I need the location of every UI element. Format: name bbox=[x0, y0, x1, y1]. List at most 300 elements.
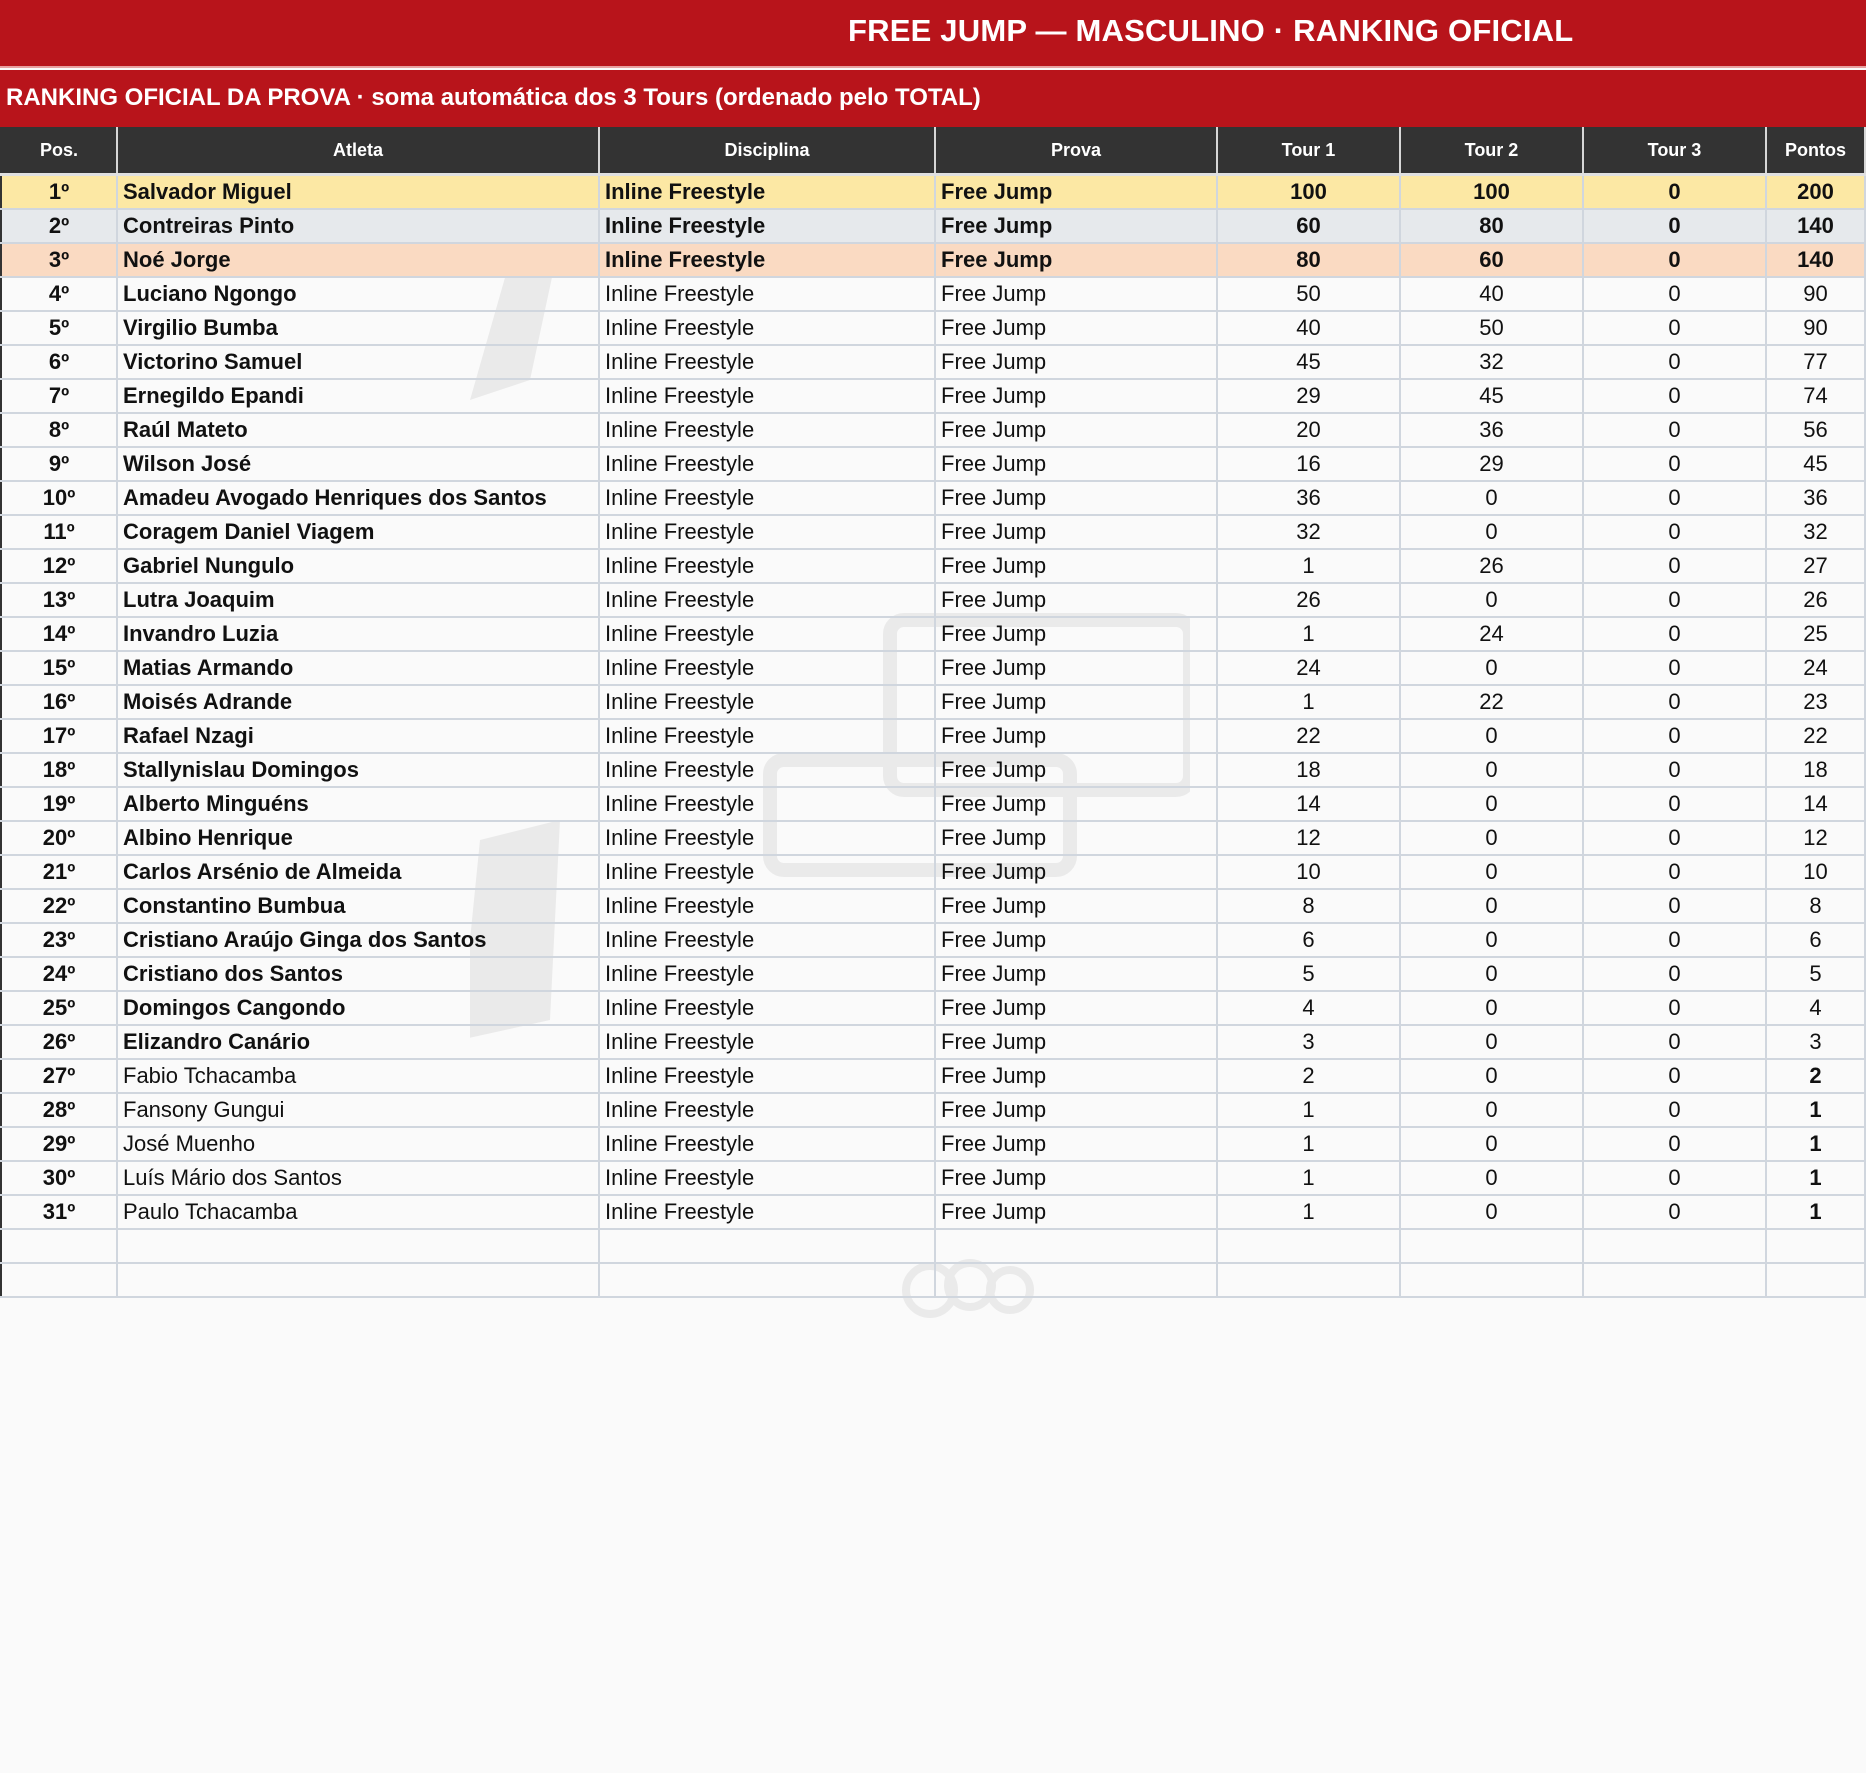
tour3-cell: 0 bbox=[1583, 991, 1766, 1025]
col-header-tour3[interactable]: Tour 3 bbox=[1583, 127, 1766, 175]
tour2-cell: 60 bbox=[1400, 243, 1583, 277]
tour3-cell: 0 bbox=[1583, 243, 1766, 277]
athlete-cell: Contreiras Pinto bbox=[117, 209, 599, 243]
discipline-cell: Inline Freestyle bbox=[599, 447, 935, 481]
tour1-cell: 4 bbox=[1217, 991, 1400, 1025]
tour3-cell: 0 bbox=[1583, 855, 1766, 889]
athlete-cell: Fabio Tchacamba bbox=[117, 1059, 599, 1093]
tour2-cell: 0 bbox=[1400, 1127, 1583, 1161]
athlete-cell: Raúl Mateto bbox=[117, 413, 599, 447]
athlete-cell: Domingos Cangondo bbox=[117, 991, 599, 1025]
table-row[interactable] bbox=[1, 991, 1865, 1025]
table-row[interactable] bbox=[1, 855, 1865, 889]
tour3-cell: 0 bbox=[1583, 277, 1766, 311]
table-row[interactable] bbox=[1, 345, 1865, 379]
tour1-cell: 1 bbox=[1217, 549, 1400, 583]
discipline-cell: Inline Freestyle bbox=[599, 277, 935, 311]
tour2-cell: 50 bbox=[1400, 311, 1583, 345]
discipline-cell: Inline Freestyle bbox=[599, 821, 935, 855]
position-cell: 2º bbox=[1, 209, 117, 243]
event-cell: Free Jump bbox=[935, 243, 1217, 277]
tour2-cell: 40 bbox=[1400, 277, 1583, 311]
tour3-cell: 0 bbox=[1583, 549, 1766, 583]
empty-cell bbox=[1766, 1229, 1865, 1263]
position-cell: 23º bbox=[1, 923, 117, 957]
position-cell: 3º bbox=[1, 243, 117, 277]
col-header-pos[interactable]: Pos. bbox=[1, 127, 117, 175]
tour3-cell: 0 bbox=[1583, 1161, 1766, 1195]
athlete-cell: Lutra Joaquim bbox=[117, 583, 599, 617]
athlete-cell: Luciano Ngongo bbox=[117, 277, 599, 311]
position-cell: 21º bbox=[1, 855, 117, 889]
event-cell: Free Jump bbox=[935, 889, 1217, 923]
points-cell: 26 bbox=[1766, 583, 1865, 617]
position-cell: 13º bbox=[1, 583, 117, 617]
page-title: FREE JUMP — MASCULINO · RANKING OFICIAL bbox=[848, 13, 1574, 48]
tour1-cell: 50 bbox=[1217, 277, 1400, 311]
tour2-cell: 0 bbox=[1400, 583, 1583, 617]
tour2-cell: 0 bbox=[1400, 957, 1583, 991]
table-row[interactable] bbox=[1, 685, 1865, 719]
athlete-cell: Rafael Nzagi bbox=[117, 719, 599, 753]
table-row[interactable] bbox=[1, 1127, 1865, 1161]
tour3-cell: 0 bbox=[1583, 345, 1766, 379]
tour1-cell: 1 bbox=[1217, 1161, 1400, 1195]
discipline-cell: Inline Freestyle bbox=[599, 753, 935, 787]
athlete-cell: Moisés Adrande bbox=[117, 685, 599, 719]
points-cell: 22 bbox=[1766, 719, 1865, 753]
tour2-cell: 0 bbox=[1400, 1025, 1583, 1059]
athlete-cell: Luís Mário dos Santos bbox=[117, 1161, 599, 1195]
discipline-cell: Inline Freestyle bbox=[599, 243, 935, 277]
points-cell: 1 bbox=[1766, 1195, 1865, 1229]
points-cell: 2 bbox=[1766, 1059, 1865, 1093]
event-cell: Free Jump bbox=[935, 209, 1217, 243]
position-cell: 9º bbox=[1, 447, 117, 481]
points-cell: 23 bbox=[1766, 685, 1865, 719]
tour1-cell: 1 bbox=[1217, 617, 1400, 651]
tour3-cell: 0 bbox=[1583, 1093, 1766, 1127]
event-cell: Free Jump bbox=[935, 413, 1217, 447]
event-cell: Free Jump bbox=[935, 957, 1217, 991]
athlete-cell: Wilson José bbox=[117, 447, 599, 481]
table-row[interactable] bbox=[1, 243, 1865, 277]
tour2-cell: 32 bbox=[1400, 345, 1583, 379]
tour1-cell: 2 bbox=[1217, 1059, 1400, 1093]
athlete-cell: Amadeu Avogado Henriques dos Santos bbox=[117, 481, 599, 515]
points-cell: 1 bbox=[1766, 1093, 1865, 1127]
event-cell: Free Jump bbox=[935, 855, 1217, 889]
table-header-row bbox=[1, 127, 1865, 175]
tour2-cell: 0 bbox=[1400, 787, 1583, 821]
event-cell: Free Jump bbox=[935, 1059, 1217, 1093]
tour1-cell: 6 bbox=[1217, 923, 1400, 957]
position-cell: 10º bbox=[1, 481, 117, 515]
points-cell: 1 bbox=[1766, 1161, 1865, 1195]
table-row[interactable] bbox=[1, 1195, 1865, 1229]
event-cell: Free Jump bbox=[935, 991, 1217, 1025]
table-row[interactable] bbox=[1, 957, 1865, 991]
tour1-cell: 1 bbox=[1217, 1093, 1400, 1127]
empty-cell bbox=[1217, 1229, 1400, 1263]
discipline-cell: Inline Freestyle bbox=[599, 175, 935, 210]
points-cell: 200 bbox=[1766, 175, 1865, 210]
col-header-points[interactable]: Pontos bbox=[1766, 127, 1865, 175]
event-cell: Free Jump bbox=[935, 685, 1217, 719]
tour1-cell: 45 bbox=[1217, 345, 1400, 379]
empty-cell bbox=[1766, 1263, 1865, 1297]
tour3-cell: 0 bbox=[1583, 821, 1766, 855]
athlete-cell: Matias Armando bbox=[117, 651, 599, 685]
event-cell: Free Jump bbox=[935, 481, 1217, 515]
athlete-cell: Invandro Luzia bbox=[117, 617, 599, 651]
event-cell: Free Jump bbox=[935, 719, 1217, 753]
discipline-cell: Inline Freestyle bbox=[599, 1161, 935, 1195]
tour1-cell: 29 bbox=[1217, 379, 1400, 413]
event-cell: Free Jump bbox=[935, 821, 1217, 855]
tour2-cell: 0 bbox=[1400, 515, 1583, 549]
tour2-cell: 100 bbox=[1400, 175, 1583, 210]
page-subtitle: RANKING OFICIAL DA PROVA · soma automática dos 3 Tours (ordenado pelo TOTAL) bbox=[6, 84, 981, 111]
tour3-cell: 0 bbox=[1583, 753, 1766, 787]
event-cell: Free Jump bbox=[935, 1093, 1217, 1127]
tour1-cell: 12 bbox=[1217, 821, 1400, 855]
position-cell: 14º bbox=[1, 617, 117, 651]
position-cell: 26º bbox=[1, 1025, 117, 1059]
tour3-cell: 0 bbox=[1583, 1025, 1766, 1059]
table-row[interactable] bbox=[1, 923, 1865, 957]
points-cell: 90 bbox=[1766, 277, 1865, 311]
table-row[interactable] bbox=[1, 753, 1865, 787]
discipline-cell: Inline Freestyle bbox=[599, 1025, 935, 1059]
tour3-cell: 0 bbox=[1583, 889, 1766, 923]
table-row[interactable] bbox=[1, 583, 1865, 617]
discipline-cell: Inline Freestyle bbox=[599, 345, 935, 379]
tour1-cell: 100 bbox=[1217, 175, 1400, 210]
empty-row bbox=[1, 1263, 1865, 1297]
discipline-cell: Inline Freestyle bbox=[599, 1127, 935, 1161]
event-cell: Free Jump bbox=[935, 1195, 1217, 1229]
position-cell: 8º bbox=[1, 413, 117, 447]
athlete-cell: Stallynislau Domingos bbox=[117, 753, 599, 787]
position-cell: 17º bbox=[1, 719, 117, 753]
athlete-cell: Cristiano dos Santos bbox=[117, 957, 599, 991]
tour2-cell: 22 bbox=[1400, 685, 1583, 719]
discipline-cell: Inline Freestyle bbox=[599, 855, 935, 889]
tour3-cell: 0 bbox=[1583, 175, 1766, 210]
athlete-cell: Salvador Miguel bbox=[117, 175, 599, 210]
table-row[interactable] bbox=[1, 413, 1865, 447]
tour3-cell: 0 bbox=[1583, 719, 1766, 753]
points-cell: 45 bbox=[1766, 447, 1865, 481]
points-cell: 140 bbox=[1766, 209, 1865, 243]
tour2-cell: 0 bbox=[1400, 855, 1583, 889]
table-row[interactable] bbox=[1, 719, 1865, 753]
athlete-cell: Gabriel Nungulo bbox=[117, 549, 599, 583]
tour2-cell: 26 bbox=[1400, 549, 1583, 583]
tour2-cell: 0 bbox=[1400, 1059, 1583, 1093]
points-cell: 140 bbox=[1766, 243, 1865, 277]
empty-cell bbox=[1400, 1263, 1583, 1297]
table-row[interactable] bbox=[1, 379, 1865, 413]
event-cell: Free Jump bbox=[935, 651, 1217, 685]
athlete-cell: Carlos Arsénio de Almeida bbox=[117, 855, 599, 889]
tour2-cell: 0 bbox=[1400, 821, 1583, 855]
points-cell: 25 bbox=[1766, 617, 1865, 651]
tour2-cell: 80 bbox=[1400, 209, 1583, 243]
athlete-cell: Coragem Daniel Viagem bbox=[117, 515, 599, 549]
points-cell: 6 bbox=[1766, 923, 1865, 957]
table-row[interactable] bbox=[1, 311, 1865, 345]
event-cell: Free Jump bbox=[935, 277, 1217, 311]
tour1-cell: 20 bbox=[1217, 413, 1400, 447]
empty-cell bbox=[599, 1229, 935, 1263]
tour2-cell: 29 bbox=[1400, 447, 1583, 481]
tour1-cell: 80 bbox=[1217, 243, 1400, 277]
empty-cell bbox=[117, 1229, 599, 1263]
points-cell: 14 bbox=[1766, 787, 1865, 821]
tour3-cell: 0 bbox=[1583, 413, 1766, 447]
table-row[interactable] bbox=[1, 651, 1865, 685]
discipline-cell: Inline Freestyle bbox=[599, 787, 935, 821]
event-cell: Free Jump bbox=[935, 1161, 1217, 1195]
position-cell: 4º bbox=[1, 277, 117, 311]
tour2-cell: 36 bbox=[1400, 413, 1583, 447]
tour1-cell: 10 bbox=[1217, 855, 1400, 889]
table-row[interactable] bbox=[1, 1059, 1865, 1093]
table-row[interactable] bbox=[1, 209, 1865, 243]
tour3-cell: 0 bbox=[1583, 651, 1766, 685]
points-cell: 56 bbox=[1766, 413, 1865, 447]
col-header-discipline[interactable]: Disciplina bbox=[599, 127, 935, 175]
empty-cell bbox=[117, 1263, 599, 1297]
tour3-cell: 0 bbox=[1583, 1059, 1766, 1093]
points-cell: 32 bbox=[1766, 515, 1865, 549]
discipline-cell: Inline Freestyle bbox=[599, 583, 935, 617]
tour2-cell: 45 bbox=[1400, 379, 1583, 413]
discipline-cell: Inline Freestyle bbox=[599, 1093, 935, 1127]
discipline-cell: Inline Freestyle bbox=[599, 719, 935, 753]
tour3-cell: 0 bbox=[1583, 617, 1766, 651]
tour3-cell: 0 bbox=[1583, 923, 1766, 957]
athlete-cell: José Muenho bbox=[117, 1127, 599, 1161]
empty-cell bbox=[599, 1263, 935, 1297]
event-cell: Free Jump bbox=[935, 515, 1217, 549]
tour2-cell: 0 bbox=[1400, 651, 1583, 685]
discipline-cell: Inline Freestyle bbox=[599, 957, 935, 991]
table-row[interactable] bbox=[1, 787, 1865, 821]
tour1-cell: 26 bbox=[1217, 583, 1400, 617]
tour3-cell: 0 bbox=[1583, 583, 1766, 617]
position-cell: 6º bbox=[1, 345, 117, 379]
discipline-cell: Inline Freestyle bbox=[599, 549, 935, 583]
tour1-cell: 3 bbox=[1217, 1025, 1400, 1059]
discipline-cell: Inline Freestyle bbox=[599, 651, 935, 685]
discipline-cell: Inline Freestyle bbox=[599, 1059, 935, 1093]
table-row[interactable] bbox=[1, 515, 1865, 549]
points-cell: 36 bbox=[1766, 481, 1865, 515]
points-cell: 90 bbox=[1766, 311, 1865, 345]
col-header-athlete[interactable]: Atleta bbox=[117, 127, 599, 175]
points-cell: 3 bbox=[1766, 1025, 1865, 1059]
tour3-cell: 0 bbox=[1583, 515, 1766, 549]
tour3-cell: 0 bbox=[1583, 209, 1766, 243]
position-cell: 20º bbox=[1, 821, 117, 855]
tour1-cell: 1 bbox=[1217, 1195, 1400, 1229]
athlete-cell: Ernegildo Epandi bbox=[117, 379, 599, 413]
athlete-cell: Paulo Tchacamba bbox=[117, 1195, 599, 1229]
table-row[interactable] bbox=[1, 1161, 1865, 1195]
table-row[interactable] bbox=[1, 549, 1865, 583]
tour1-cell: 8 bbox=[1217, 889, 1400, 923]
athlete-cell: Cristiano Araújo Ginga dos Santos bbox=[117, 923, 599, 957]
subtitle-bar bbox=[0, 70, 1866, 127]
tour3-cell: 0 bbox=[1583, 957, 1766, 991]
empty-cell bbox=[1, 1229, 117, 1263]
tour1-cell: 32 bbox=[1217, 515, 1400, 549]
table-row[interactable] bbox=[1, 1025, 1865, 1059]
empty-cell bbox=[1217, 1263, 1400, 1297]
position-cell: 12º bbox=[1, 549, 117, 583]
col-header-tour2[interactable]: Tour 2 bbox=[1400, 127, 1583, 175]
tour2-cell: 0 bbox=[1400, 923, 1583, 957]
table-row[interactable] bbox=[1, 175, 1865, 210]
discipline-cell: Inline Freestyle bbox=[599, 889, 935, 923]
event-cell: Free Jump bbox=[935, 583, 1217, 617]
table-row[interactable] bbox=[1, 447, 1865, 481]
discipline-cell: Inline Freestyle bbox=[599, 413, 935, 447]
tour3-cell: 0 bbox=[1583, 481, 1766, 515]
tour1-cell: 14 bbox=[1217, 787, 1400, 821]
discipline-cell: Inline Freestyle bbox=[599, 481, 935, 515]
table-row[interactable] bbox=[1, 481, 1865, 515]
empty-cell bbox=[1400, 1229, 1583, 1263]
tour3-cell: 0 bbox=[1583, 311, 1766, 345]
points-cell: 4 bbox=[1766, 991, 1865, 1025]
athlete-cell: Albino Henrique bbox=[117, 821, 599, 855]
event-cell: Free Jump bbox=[935, 1025, 1217, 1059]
position-cell: 22º bbox=[1, 889, 117, 923]
position-cell: 19º bbox=[1, 787, 117, 821]
event-cell: Free Jump bbox=[935, 345, 1217, 379]
empty-cell bbox=[935, 1229, 1217, 1263]
event-cell: Free Jump bbox=[935, 447, 1217, 481]
points-cell: 12 bbox=[1766, 821, 1865, 855]
event-cell: Free Jump bbox=[935, 1127, 1217, 1161]
event-cell: Free Jump bbox=[935, 311, 1217, 345]
tour1-cell: 16 bbox=[1217, 447, 1400, 481]
empty-row bbox=[1, 1229, 1865, 1263]
event-cell: Free Jump bbox=[935, 549, 1217, 583]
position-cell: 25º bbox=[1, 991, 117, 1025]
empty-cell bbox=[935, 1263, 1217, 1297]
event-cell: Free Jump bbox=[935, 379, 1217, 413]
tour1-cell: 36 bbox=[1217, 481, 1400, 515]
athlete-cell: Victorino Samuel bbox=[117, 345, 599, 379]
tour2-cell: 0 bbox=[1400, 1093, 1583, 1127]
tour3-cell: 0 bbox=[1583, 1127, 1766, 1161]
tour3-cell: 0 bbox=[1583, 685, 1766, 719]
position-cell: 15º bbox=[1, 651, 117, 685]
tour2-cell: 0 bbox=[1400, 889, 1583, 923]
tour1-cell: 18 bbox=[1217, 753, 1400, 787]
table-row[interactable] bbox=[1, 889, 1865, 923]
col-header-tour1[interactable]: Tour 1 bbox=[1217, 127, 1400, 175]
tour1-cell: 40 bbox=[1217, 311, 1400, 345]
tour2-cell: 0 bbox=[1400, 991, 1583, 1025]
position-cell: 31º bbox=[1, 1195, 117, 1229]
position-cell: 18º bbox=[1, 753, 117, 787]
points-cell: 5 bbox=[1766, 957, 1865, 991]
discipline-cell: Inline Freestyle bbox=[599, 515, 935, 549]
discipline-cell: Inline Freestyle bbox=[599, 209, 935, 243]
tour1-cell: 1 bbox=[1217, 685, 1400, 719]
table-row[interactable] bbox=[1, 277, 1865, 311]
discipline-cell: Inline Freestyle bbox=[599, 617, 935, 651]
tour1-cell: 5 bbox=[1217, 957, 1400, 991]
event-cell: Free Jump bbox=[935, 923, 1217, 957]
position-cell: 28º bbox=[1, 1093, 117, 1127]
empty-cell bbox=[1583, 1263, 1766, 1297]
athlete-cell: Elizandro Canário bbox=[117, 1025, 599, 1059]
event-cell: Free Jump bbox=[935, 753, 1217, 787]
athlete-cell: Alberto Minguéns bbox=[117, 787, 599, 821]
table-row[interactable] bbox=[1, 1093, 1865, 1127]
ranking-table bbox=[0, 127, 1866, 1298]
tour3-cell: 0 bbox=[1583, 787, 1766, 821]
tour2-cell: 0 bbox=[1400, 753, 1583, 787]
position-cell: 27º bbox=[1, 1059, 117, 1093]
athlete-cell: Fansony Gungui bbox=[117, 1093, 599, 1127]
position-cell: 5º bbox=[1, 311, 117, 345]
points-cell: 8 bbox=[1766, 889, 1865, 923]
table-row[interactable] bbox=[1, 821, 1865, 855]
empty-cell bbox=[1583, 1229, 1766, 1263]
tour3-cell: 0 bbox=[1583, 379, 1766, 413]
points-cell: 18 bbox=[1766, 753, 1865, 787]
tour1-cell: 22 bbox=[1217, 719, 1400, 753]
points-cell: 27 bbox=[1766, 549, 1865, 583]
title-bar bbox=[0, 0, 1866, 68]
tour2-cell: 0 bbox=[1400, 481, 1583, 515]
table-row[interactable] bbox=[1, 617, 1865, 651]
tour1-cell: 60 bbox=[1217, 209, 1400, 243]
discipline-cell: Inline Freestyle bbox=[599, 1195, 935, 1229]
tour2-cell: 0 bbox=[1400, 719, 1583, 753]
tour1-cell: 1 bbox=[1217, 1127, 1400, 1161]
discipline-cell: Inline Freestyle bbox=[599, 991, 935, 1025]
athlete-cell: Constantino Bumbua bbox=[117, 889, 599, 923]
tour2-cell: 0 bbox=[1400, 1161, 1583, 1195]
position-cell: 29º bbox=[1, 1127, 117, 1161]
position-cell: 30º bbox=[1, 1161, 117, 1195]
tour3-cell: 0 bbox=[1583, 1195, 1766, 1229]
tour2-cell: 24 bbox=[1400, 617, 1583, 651]
points-cell: 10 bbox=[1766, 855, 1865, 889]
athlete-cell: Noé Jorge bbox=[117, 243, 599, 277]
event-cell: Free Jump bbox=[935, 175, 1217, 210]
discipline-cell: Inline Freestyle bbox=[599, 685, 935, 719]
event-cell: Free Jump bbox=[935, 617, 1217, 651]
col-header-event[interactable]: Prova bbox=[935, 127, 1217, 175]
position-cell: 7º bbox=[1, 379, 117, 413]
tour1-cell: 24 bbox=[1217, 651, 1400, 685]
discipline-cell: Inline Freestyle bbox=[599, 379, 935, 413]
position-cell: 16º bbox=[1, 685, 117, 719]
discipline-cell: Inline Freestyle bbox=[599, 923, 935, 957]
tour3-cell: 0 bbox=[1583, 447, 1766, 481]
event-cell: Free Jump bbox=[935, 787, 1217, 821]
